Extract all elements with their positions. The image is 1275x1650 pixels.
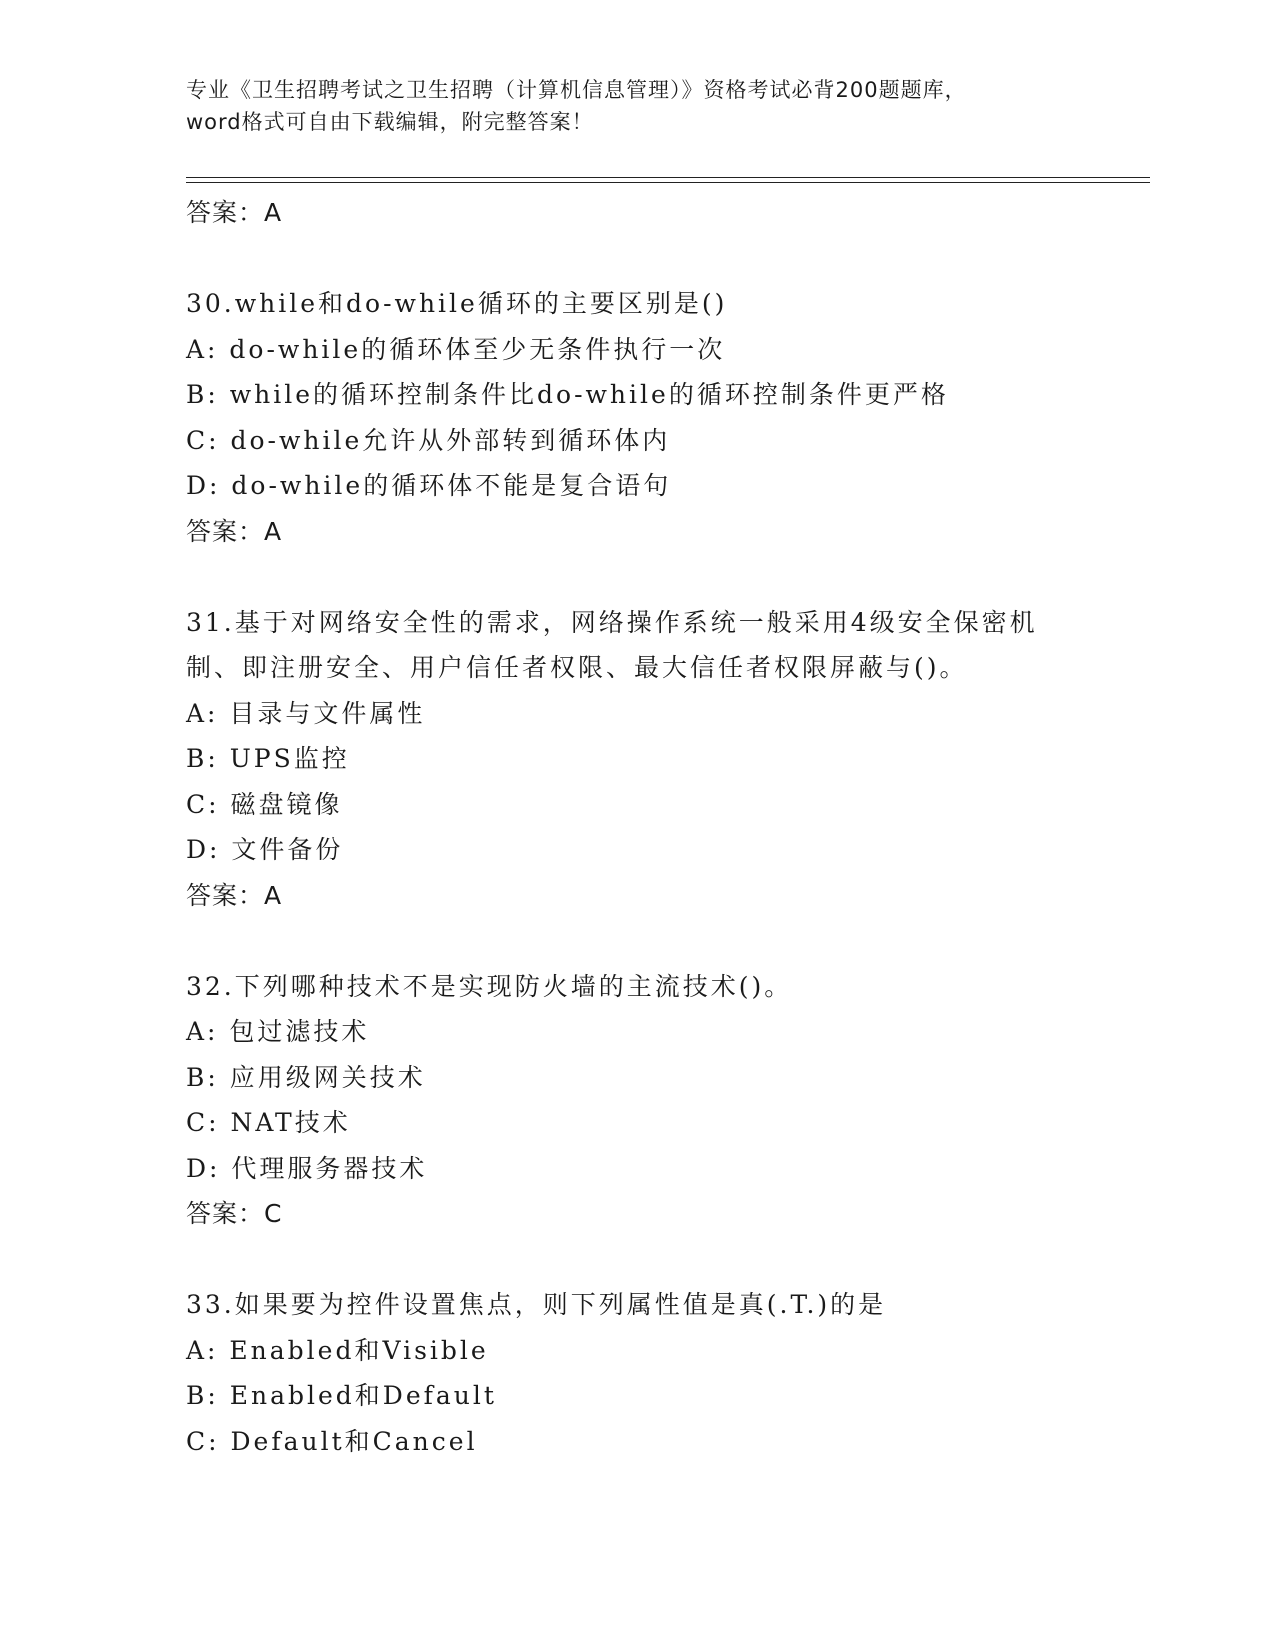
answer-line: 答案：A: [186, 880, 283, 910]
option-c: C: Default和Cancel: [186, 1426, 478, 1456]
question-block: [186, 600, 1136, 918]
question-block: [186, 964, 1136, 1237]
question-stem: 32.下列哪种技术不是实现防火墙的主流技术()。: [186, 971, 793, 1001]
spacer: [186, 554, 1136, 600]
spacer: [186, 1236, 1136, 1282]
option-b: B: UPS监控: [186, 744, 350, 773]
option-c: C: do-while允许从外部转到循环体内: [186, 425, 671, 455]
question-stem-continued: 制、即注册安全、用户信任者权限、最大信任者权限屏蔽与()。: [186, 653, 968, 682]
option-d: D: 文件备份: [186, 835, 344, 864]
spacer: [186, 235, 1136, 281]
document-header: [186, 74, 1086, 138]
question-block: [186, 1282, 1136, 1464]
answer-line: 答案：A: [186, 198, 283, 227]
header-rule-bottom: [186, 182, 1150, 183]
option-a: A: do-while的循环体至少无条件执行一次: [186, 334, 726, 364]
option-a: A: 目录与文件属性: [186, 698, 426, 728]
question-stem: 33.如果要为控件设置焦点，则下列属性值是真(.T.)的是: [186, 1290, 887, 1319]
question-stem: 31.基于对网络安全性的需求，网络操作系统一般采用4级安全保密机: [186, 607, 1038, 637]
header-line-2: word格式可自由下载编辑，附完整答案！: [186, 110, 594, 134]
answer-line: 答案：A: [186, 516, 283, 546]
option-b: B: Enabled和Default: [186, 1381, 497, 1410]
option-b: B: 应用级网关技术: [186, 1062, 426, 1092]
question-list: [186, 190, 1136, 1464]
option-a: A: 包过滤技术: [186, 1017, 370, 1046]
question-stem: 30.while和do-while循环的主要区别是(): [186, 289, 728, 318]
spacer: [186, 918, 1136, 964]
option-c: C: NAT技术: [186, 1108, 351, 1137]
question-block: [186, 281, 1136, 554]
answer-line: 答案：C: [186, 1199, 283, 1228]
option-c: C: 磁盘镜像: [186, 789, 343, 819]
header-line-1: 专业《卫生招聘考试之卫生招聘（计算机信息管理）》资格考试必背200题题库，: [186, 78, 967, 102]
option-a: A: Enabled和Visible: [186, 1335, 489, 1365]
header-rule-top: [186, 177, 1150, 178]
option-d: D: do-while的循环体不能是复合语句: [186, 471, 672, 500]
option-b: B: while的循环控制条件比do-while的循环控制条件更严格: [186, 380, 949, 409]
option-d: D: 代理服务器技术: [186, 1153, 428, 1183]
